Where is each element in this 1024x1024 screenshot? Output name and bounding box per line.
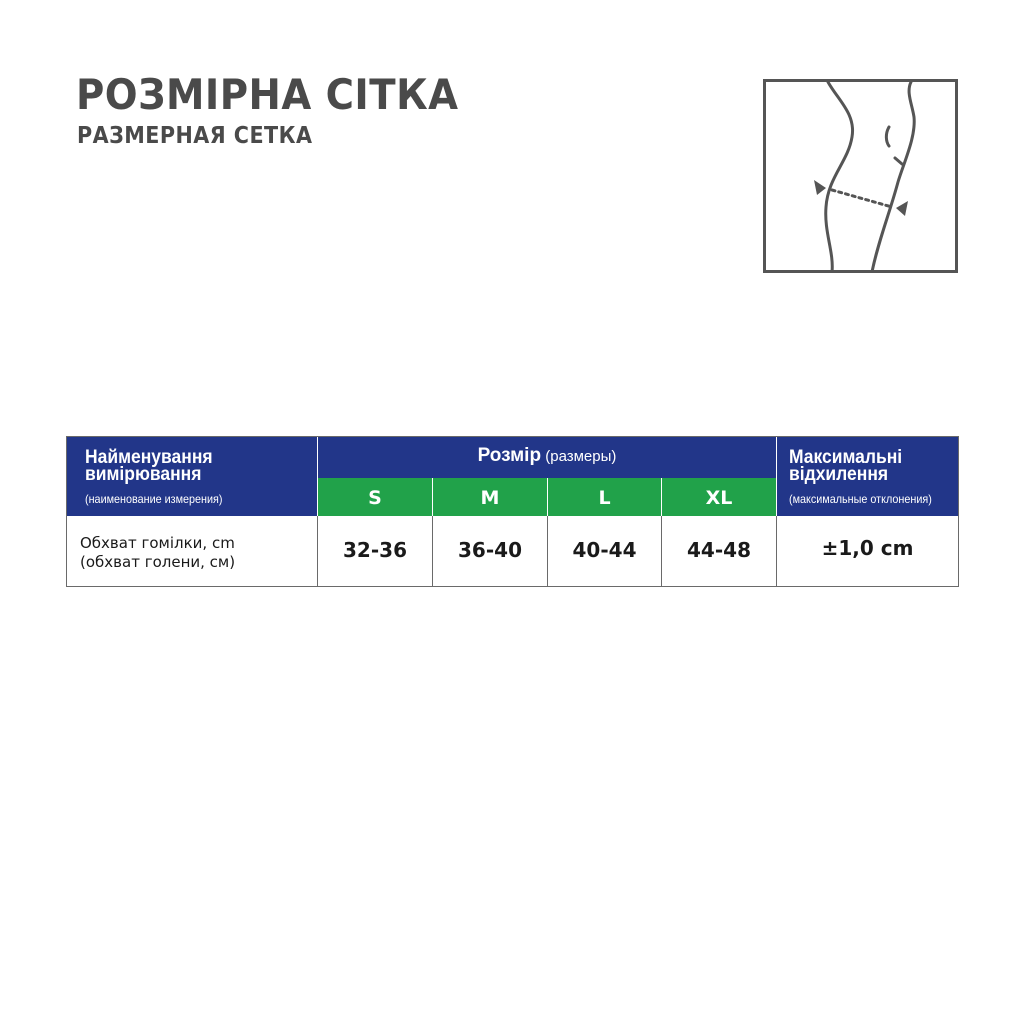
size-label: L (598, 487, 611, 509)
deviation-column-header (777, 437, 958, 516)
value-cell-xl (662, 516, 776, 586)
name-column-header (67, 437, 317, 516)
name-header-line2: вимірювання (85, 464, 202, 485)
size-value: 40-44 (572, 538, 637, 562)
deviation-header-line2: відхилення (789, 464, 889, 485)
size-chart-table (66, 436, 959, 587)
size-header-sub: (размеры) (541, 448, 617, 465)
size-label: M (480, 487, 500, 509)
size-value: 32-36 (343, 538, 407, 562)
page-subtitle: РАЗМЕРНАЯ СЕТКА (77, 123, 313, 149)
size-group-header (318, 437, 776, 478)
deviation-value-cell (777, 516, 958, 586)
name-header-line1: Найменування (85, 447, 213, 468)
leg-measurement-icon (763, 79, 958, 273)
value-cell-s (318, 516, 432, 586)
size-label: S (368, 487, 382, 509)
size-value: 44-48 (687, 538, 751, 562)
page-title: РОЗМІРНА СІТКА (76, 70, 459, 119)
measurement-label-line2: (обхват голени, см) (80, 553, 236, 571)
size-header-s (318, 478, 432, 516)
deviation-header-line1: Максимальні (789, 447, 903, 468)
measurement-label-line1: Обхват гомілки, cm (80, 534, 235, 552)
deviation-value: ±1,0 cm (821, 536, 914, 560)
size-header-l (548, 478, 661, 516)
name-header-sub: (наименование измерения) (85, 492, 223, 506)
size-value: 36-40 (458, 538, 522, 562)
deviation-header-sub: (максимальные отклонения) (789, 492, 932, 506)
size-header-main: Розмір (477, 445, 542, 466)
value-cell-l (548, 516, 661, 586)
size-header-xl (662, 478, 776, 516)
size-label: XL (705, 487, 733, 509)
value-cell-m (433, 516, 547, 586)
measurement-label (80, 534, 235, 572)
size-header-m (433, 478, 547, 516)
